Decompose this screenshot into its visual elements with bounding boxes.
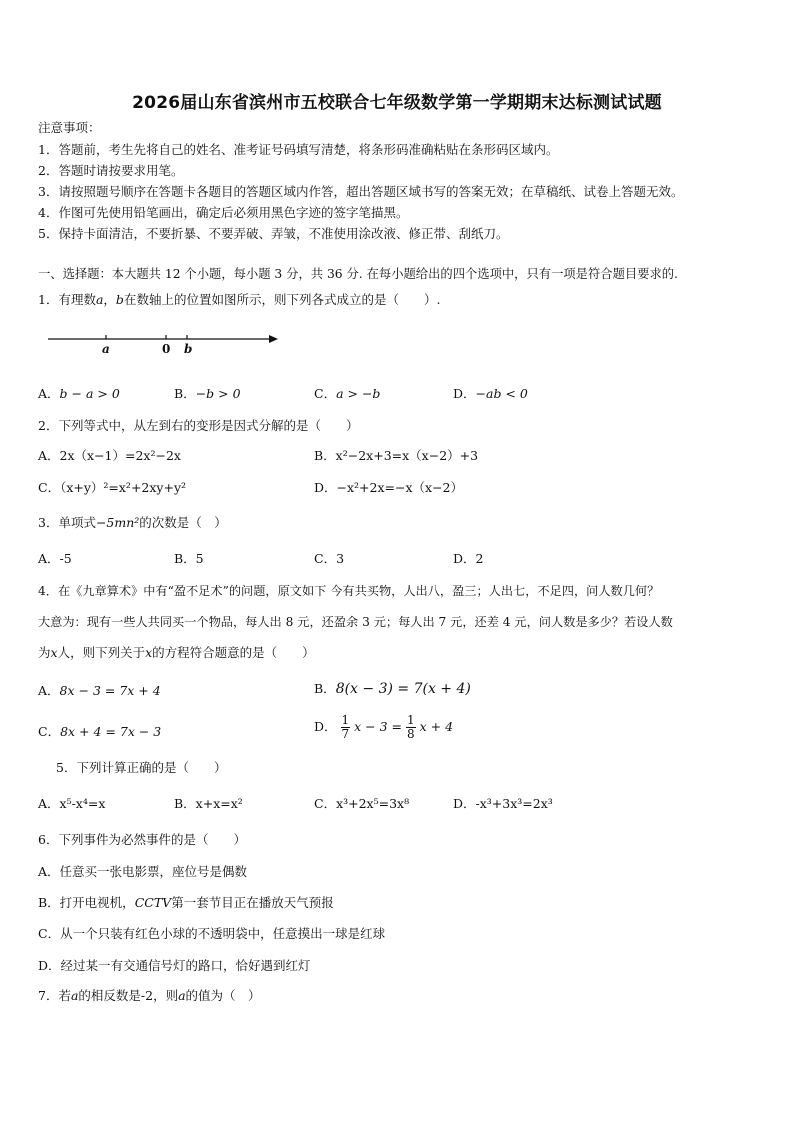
q6-option-b-text-a: B．打开电视机， [38,895,135,910]
q4-option-d-end: x + 4 [419,719,454,734]
q5-option-a[interactable]: A．x⁵-x⁴=x [38,796,106,811]
q3-option-d[interactable]: D．2 [453,551,484,566]
q4-line3-c: 的方程符合题意的是（ ） [152,645,315,660]
q3-stem-b: 的次数是（ ） [139,515,227,530]
question-5-stem: 5．下列计算正确的是（ ） [56,760,227,775]
q4-var-x-2: x [145,645,153,660]
question-4-line-1: 4．在《九章算术》中有“盈不足术”的问题，原文如下 今有共买物，人出八，盈三；人出七，不足四，问人数几何？ [38,584,660,598]
q1-option-b-expr: −b > 0 [195,386,241,401]
q4-option-a-label: A． [38,683,60,698]
q4-d-num2: 1 [407,713,415,727]
numline-label-0: 0 [162,342,171,356]
notice-heading: 注意事项： [38,120,101,135]
q1-stem-b: 在数轴上的位置如图所示，则下列各式成立的是（ ）. [123,292,441,307]
q4-option-d-label: D． [314,719,337,734]
q4-option-d-mid: x − 3 = [354,719,403,734]
q4-d-den1: 7 [341,727,350,741]
q4-var-x-1: x [50,645,58,660]
q3-option-b[interactable]: B．5 [174,551,204,566]
q7-stem-a: 7．若 [38,988,71,1003]
q1-option-d[interactable] [453,386,528,402]
q6-option-b[interactable] [38,895,334,911]
q1-option-d-expr: −ab < 0 [475,386,528,401]
q1-option-a[interactable] [38,386,120,402]
page-title: 2026届山东省滨州市五校联合七年级数学第一学期期末达标测试试题 [132,93,662,113]
q1-sep: ， [103,292,116,307]
numline-label-b: b [184,342,193,356]
question-3-stem [38,515,227,531]
q3-expr: −5mn² [95,515,140,530]
question-7-stem [38,988,261,1004]
notice-item-5: 5．保持卡面清洁，不要折暴、不要弄破、弄皱，不准使用涂改液、修正带、刮纸刀。 [38,226,509,241]
q2-option-d[interactable]: D．−x²+2x=−x（x−2） [314,480,464,495]
question-6-stem: 6．下列事件为必然事件的是（ ） [38,832,246,847]
q5-option-c[interactable]: C．x³+2x⁵=3x⁸ [314,796,410,811]
q1-option-d-label: D． [453,386,476,401]
q4-option-c[interactable] [38,724,161,740]
q4-line3-b: 人，则下列关于 [57,645,146,660]
q5-option-d[interactable]: D．-x³+3x³=2x³ [453,796,553,811]
notice-item-1: 1．答题前，考生先将自己的姓名、准考证号码填写清楚，将条形码准确粘贴在条形码区域内。 [38,142,559,157]
q7-stem-c: 的值为（ ） [185,988,261,1003]
q4-option-b[interactable] [314,681,471,697]
notice-item-2: 2．答题时请按要求用笔。 [38,163,184,178]
question-2-stem: 2．下列等式中，从左到右的变形是因式分解的是（ ） [38,418,359,433]
q1-option-b[interactable] [174,386,241,402]
q1-var-a: a [95,292,104,307]
q1-stem-a: 1．有理数 [38,292,96,307]
q3-option-a[interactable]: A．-5 [38,551,72,566]
q4-option-b-label: B． [314,681,336,696]
q4-option-a-expr: 8x − 3 = 7x + 4 [59,683,161,698]
q4-option-d[interactable] [314,714,453,741]
q4-option-b-expr: 8(x − 3) = 7(x + 4) [335,681,471,697]
q5-option-b[interactable]: B．x+x=x² [174,796,243,811]
q6-option-a[interactable]: A．任意买一张电影票，座位号是偶数 [38,864,248,879]
q1-var-b: b [115,292,124,307]
q1-option-a-label: A． [38,386,60,401]
q2-option-a[interactable]: A．2x（x−1）=2x²−2x [38,448,181,463]
q4-option-a[interactable] [38,683,161,699]
q4-d-den2: 8 [407,727,415,741]
q6-option-b-cctv: CCTV [134,895,172,910]
number-line-arrow [269,335,278,343]
q4-option-d-fraction-2 [406,714,416,741]
notice-item-4: 4．作图可先使用铅笔画出，确定后必须用黑色字迹的签字笔描黑。 [38,205,409,220]
q1-option-c-expr: a > −b [336,386,381,401]
q6-option-b-text-b: 第一套节目正在播放天气预报 [171,895,334,910]
q7-var-a-1: a [70,988,79,1003]
q4-line3-a: 为 [38,645,51,660]
question-4-line-2: 大意为：现有一些人共同买一个物品，每人出 8 元，还盈余 3 元；每人出 7 元，还差 4 元，问人数是多少？若设人数 [38,615,673,629]
q1-option-c[interactable] [314,386,380,402]
section-heading: 一、选择题：本大题共 12 个小题，每小题 3 分，共 36 分. 在每小题给出的四个选项中，只有一项是符合题目要求的. [38,267,678,281]
q1-option-c-label: C． [314,386,337,401]
q7-stem-b: 的相反数是-2，则 [78,988,179,1003]
q2-option-c[interactable]: C．（x+y）²=x²+2xy+y² [38,480,187,495]
q4-option-c-label: C． [38,724,61,739]
q4-d-num1: 1 [341,713,350,727]
q1-option-b-label: B． [174,386,196,401]
question-1-stem [38,292,440,308]
q3-stem-a: 3．单项式 [38,515,96,530]
q4-option-d-fraction-1 [341,714,351,741]
q7-var-a-2: a [178,988,186,1003]
q6-option-d[interactable]: D．经过某一有交通信号灯的路口，恰好遇到红灯 [38,958,311,973]
notice-item-3: 3．请按照题号顺序在答题卡各题目的答题区域内作答，超出答题区域书写的答案无效；在草稿纸、试卷上答题无效。 [38,184,684,199]
numline-label-a: a [102,342,110,356]
q1-option-a-expr: b − a > 0 [59,386,120,401]
question-4-line-3 [38,645,315,661]
q3-option-c[interactable]: C．3 [314,551,345,566]
q4-option-c-expr: 8x + 4 = 7x − 3 [60,724,162,739]
q6-option-c[interactable]: C．从一个只装有红色小球的不透明袋中，任意摸出一球是红球 [38,926,386,941]
q2-option-b[interactable]: B．x²−2x+3=x（x−2）+3 [314,448,479,463]
